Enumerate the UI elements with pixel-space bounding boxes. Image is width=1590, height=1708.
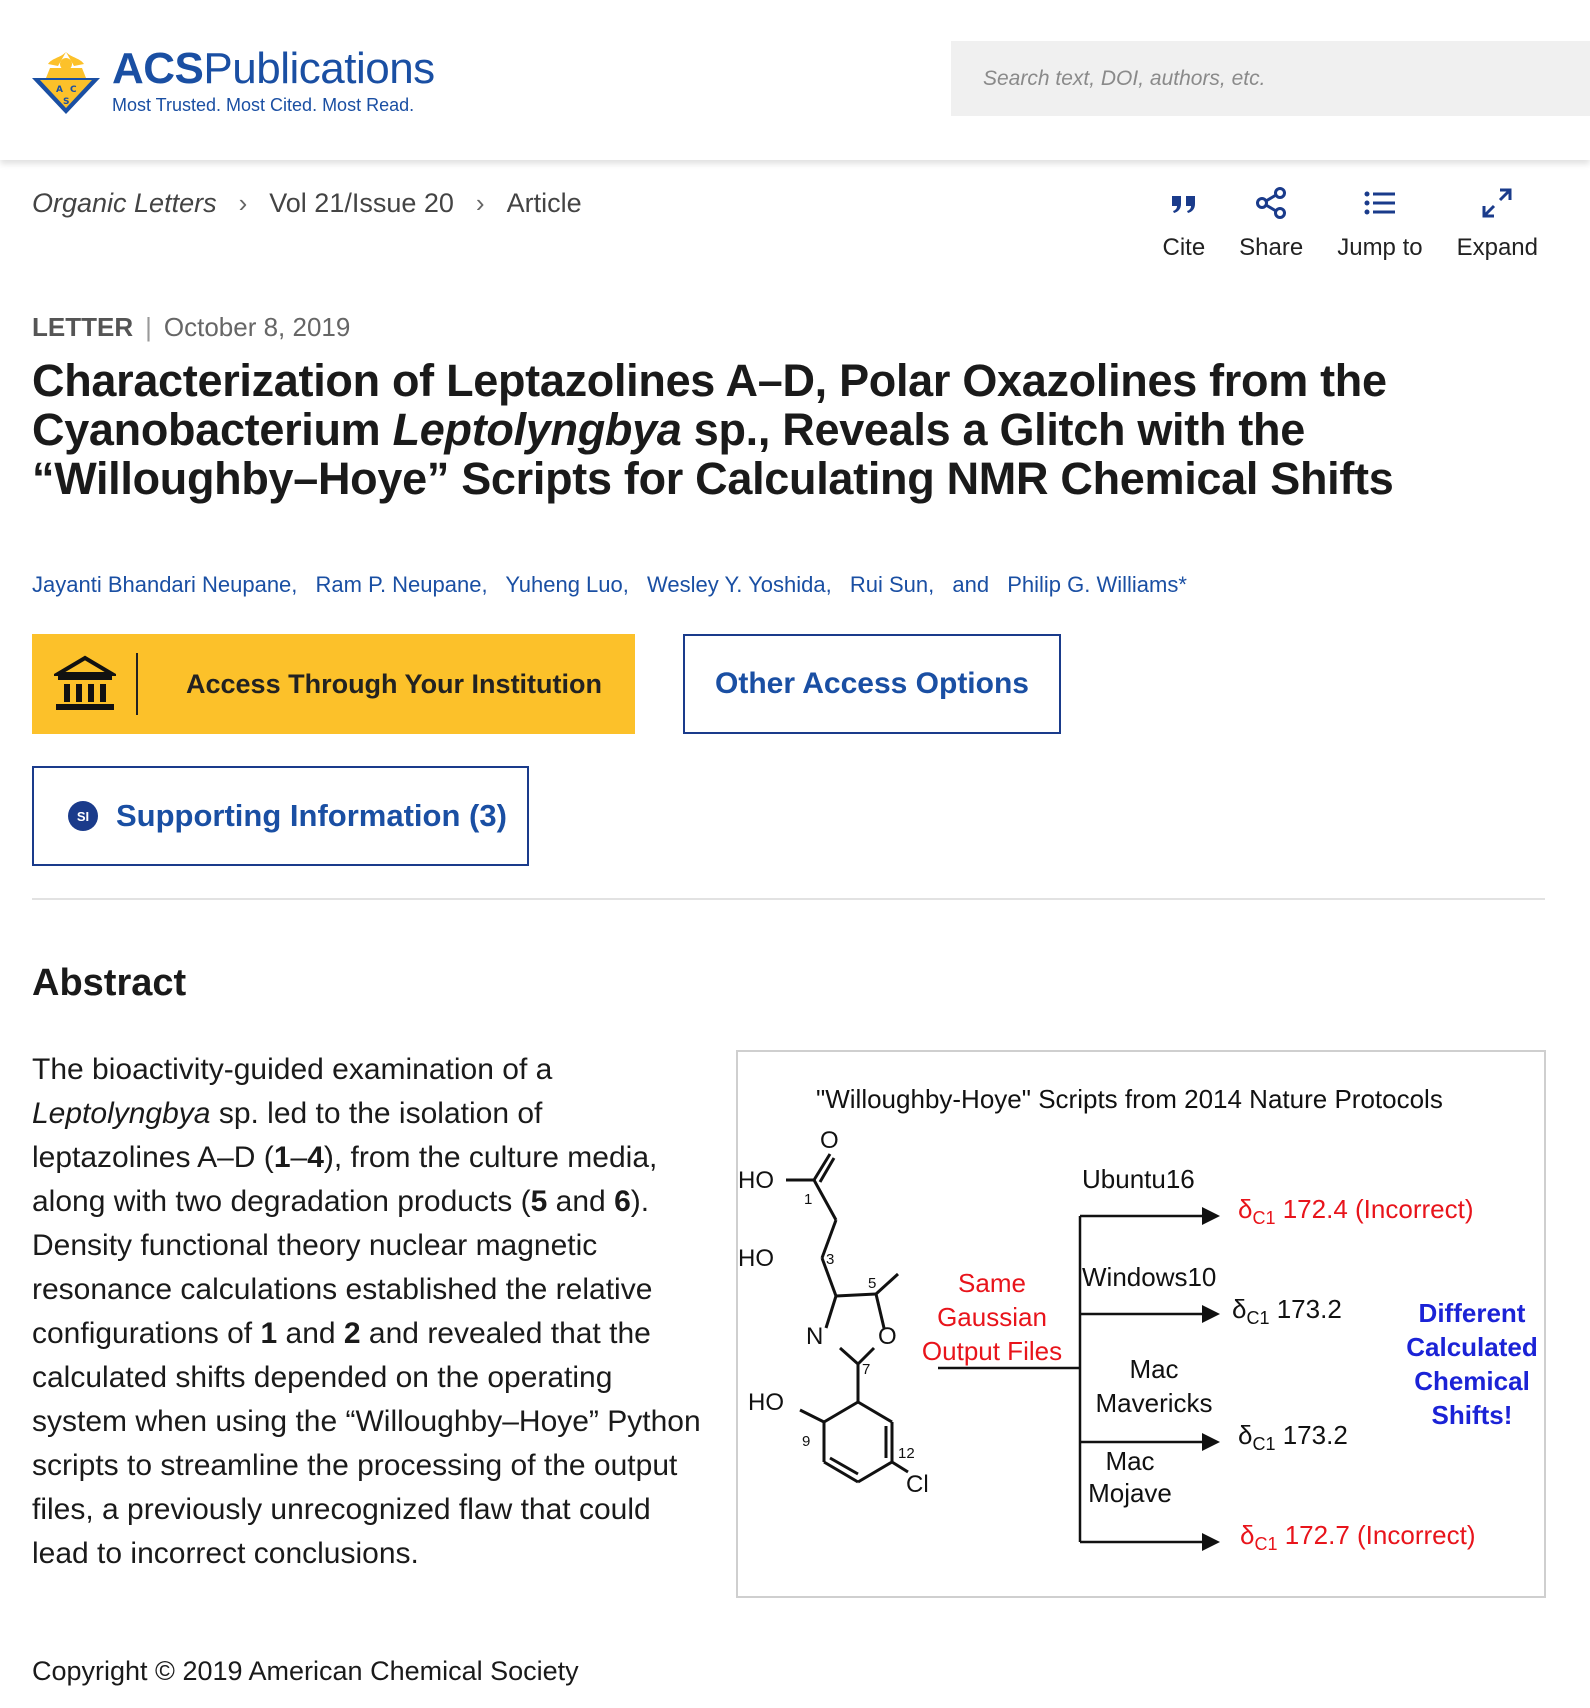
article-tools [1162, 186, 1538, 262]
cite-button[interactable] [1162, 186, 1205, 262]
os-windows10: Windows10 [1082, 1262, 1217, 1292]
expand-button[interactable] [1457, 186, 1538, 262]
author-list [32, 572, 1199, 598]
logo-wordmark: ACSPublications [112, 43, 435, 93]
quote-icon [1167, 186, 1201, 220]
os-mac-mojave-2: Mojave [1088, 1478, 1172, 1508]
list-icon [1363, 186, 1397, 220]
author-link[interactable]: Philip G. Williams* [1007, 572, 1187, 597]
article-meta [32, 312, 350, 343]
center-label-2: Gaussian [937, 1302, 1047, 1332]
result-mac-mojave: $\delta_{C1}$ 172.7 (Incorrect) [1240, 1520, 1476, 1554]
expand-icon [1480, 186, 1514, 220]
atom-o-top: O [820, 1127, 839, 1154]
svg-text:C: C [70, 85, 77, 95]
breadcrumb-article: Article [506, 188, 582, 218]
section-divider [32, 898, 1545, 900]
publication-date: October 8, 2019 [163, 312, 351, 342]
result-windows10: $\delta_{C1}$ 173.2 [1232, 1294, 1342, 1328]
share-label: Share [1239, 234, 1304, 261]
other-access-options-button[interactable]: Other Access Options [683, 634, 1061, 734]
os-mac-mavericks-1: Mac [1129, 1354, 1179, 1384]
toc-heading: "Willoughby-Hoye" Scripts from 2014 Nature Protocols [816, 1084, 1443, 1114]
acs-logo-icon [30, 44, 102, 116]
os-ubuntu16: Ubuntu16 [1082, 1164, 1195, 1194]
atom-n: N [806, 1323, 824, 1350]
abstract-text: The bioactivity-guided examination of a Leptolyngbya sp. led to the isolation of leptazolines A–D (1–4), from the culture media, along with two degradation products (5 and 6). Density functional theory nuclear magnetic resonance calculations established the relative configurations of 1 and 2 and revealed that the calculated shifts depended on the operating system when using the “Willoughby–Hoye” Python scripts to streamline the processing of the output files, a previously unrecognized flaw that could lead to incorrect conclusions. [32, 1053, 701, 1570]
supporting-information-button[interactable] [32, 766, 529, 866]
locant-12: 12 [898, 1445, 915, 1462]
access-institution-label: Access Through Your Institution [186, 668, 603, 699]
jump-to-label: Jump to [1337, 234, 1423, 261]
breadcrumb-journal[interactable]: Organic Letters [32, 188, 217, 218]
meta-separator: | [145, 312, 152, 342]
share-icon [1254, 186, 1288, 220]
article-type: LETTER [32, 312, 134, 342]
arrow-heads [1202, 1207, 1220, 1551]
button-divider [136, 653, 138, 715]
note-line-3: Chemical [1414, 1366, 1530, 1396]
note-line-2: Calculated [1406, 1332, 1538, 1362]
chevron-right-icon: › [238, 188, 248, 218]
search-input[interactable] [951, 41, 1590, 116]
site-header [0, 0, 1590, 160]
breadcrumb-issue[interactable]: Vol 21/Issue 20 [269, 188, 454, 218]
access-institution-button[interactable] [32, 634, 635, 734]
atom-cl: Cl [906, 1471, 929, 1498]
note-line-1: Different [1418, 1298, 1526, 1328]
os-mac-mavericks-2: Mavericks [1095, 1388, 1213, 1418]
chevron-right-icon: › [475, 188, 485, 218]
expand-label: Expand [1456, 234, 1538, 261]
institution-icon [54, 654, 116, 714]
jump-to-button[interactable] [1337, 186, 1422, 262]
author-link[interactable]: Rui Sun, [849, 572, 935, 597]
acs-logo[interactable] [30, 44, 435, 116]
author-link[interactable]: Wesley Y. Yoshida, [647, 572, 832, 597]
share-button[interactable] [1239, 186, 1303, 262]
locant-1: 1 [804, 1191, 813, 1208]
abstract-heading: Abstract [32, 962, 187, 1004]
author-link[interactable]: Yuheng Luo, [505, 572, 629, 597]
supporting-information-label: Supporting Information (3) [116, 798, 507, 833]
os-mac-mojave-1: Mac [1105, 1446, 1155, 1476]
center-label-1: Same [958, 1268, 1026, 1298]
copyright-notice: Copyright © 2019 American Chemical Society [32, 1656, 579, 1686]
locant-5: 5 [868, 1275, 877, 1292]
svg-text:A: A [56, 85, 63, 95]
note-line-4: Shifts! [1431, 1400, 1513, 1430]
article-title: Characterization of Leptazolines A–D, Polar Oxazolines from the Cyanobacterium Leptolyngbya sp., Reveals a Glitch with the “Willoughby–Hoye” Scripts for Calculating NMR Chemical Shifts [32, 355, 1394, 504]
logo-tagline: Most Trusted. Most Cited. Most Read. [112, 94, 415, 115]
center-label-3: Output Files [921, 1336, 1063, 1366]
si-icon: SI [68, 801, 98, 831]
locant-3: 3 [826, 1251, 835, 1268]
author-link[interactable]: Ram P. Neupane, [315, 572, 488, 597]
atom-o-ring: O [878, 1323, 897, 1350]
toc-graphic[interactable] [736, 1050, 1546, 1598]
svg-text:S: S [63, 97, 70, 107]
atom-ho-3: HO [738, 1245, 774, 1272]
result-ubuntu16: $\delta_{C1}$ 172.4 (Incorrect) [1238, 1194, 1474, 1228]
atom-ho-phenol: HO [748, 1389, 784, 1416]
result-mac-mavericks: $\delta_{C1}$ 173.2 [1238, 1420, 1348, 1454]
author-conjunction: and [952, 572, 990, 597]
locant-7: 7 [862, 1361, 871, 1378]
cite-label: Cite [1162, 234, 1206, 261]
locant-9: 9 [802, 1433, 811, 1450]
author-link[interactable]: Jayanti Bhandari Neupane, [32, 572, 298, 597]
atom-ho-acid: HO [738, 1167, 774, 1194]
breadcrumb [32, 188, 582, 219]
